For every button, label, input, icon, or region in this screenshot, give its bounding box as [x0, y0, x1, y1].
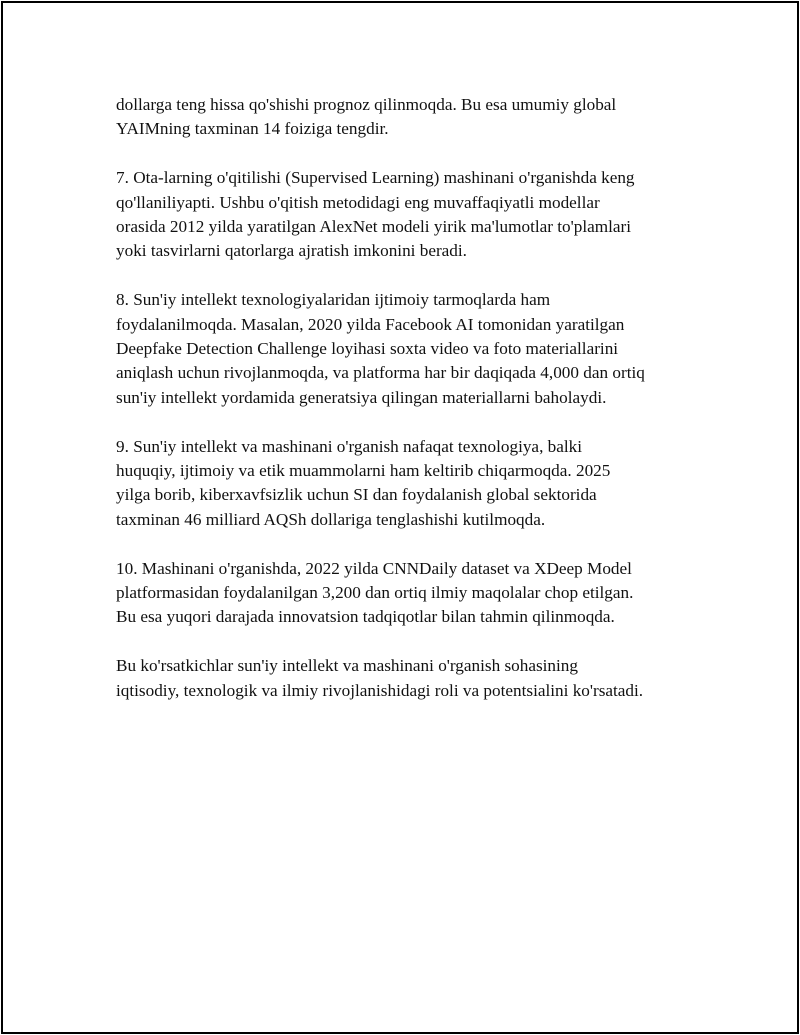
paragraph-8: 8. Sun'iy intellekt texnologiyalaridan ijtimoiy tarmoqlarda ham foydalanilmoqda. Masalan, 2020 yilda Facebook AI tomonidan yaratilgan Deepfake Detection Challenge loyihasi soxta video va foto materiallarini aniqlash uchun rivojlanmoqda, va platforma har bir daqiqada 4,000 dan ortiq sun'iy intellekt yordamida generatsiya qilingan materiallarni baholaydi.	[116, 290, 645, 407]
paragraph-10: 10. Mashinani o'rganishda, 2022 yilda CNNDaily dataset va XDeep Model platformasidan foydalanilgan 3,200 dan ortiq ilmiy maqolalar chop etilgan. Bu esa yuqori darajada innovatsion tadqiqotlar bilan tahmin qilinmoqda.	[116, 558, 634, 627]
document-body	[116, 93, 706, 727]
paragraph-continuation: dollarga teng hissa qo'shishi prognoz qilinmoqda. Bu esa umumiy global YAIMning taxminan 14 foiziga tengdir.	[116, 95, 617, 139]
paragraph-conclusion: Bu ko'rsatkichlar sun'iy intellekt va mashinani o'rganish sohasining iqtisodiy, texnologik va ilmiy rivojlanishidagi roli va potentsialini ko'rsatadi.	[116, 656, 644, 700]
paragraph-7: 7. Ota-larning o'qitilishi (Supervised Learning) mashinani o'rganishda keng qo'llaniliyapti. Ushbu o'qitish metodidagi eng muvaffaqiyatli modellar orasida 2012 yilda yaratilgan AlexNet modeli yirik ma'lumotlar to'plamlari yoki tasvirlarni qatorlarga ajratish imkonini beradi.	[116, 168, 635, 261]
paragraph-9: 9. Sun'iy intellekt va mashinani o'rganish nafaqat texnologiya, balki huquqiy, ijtimoiy va etik muammolarni ham keltirib chiqarmoqda. 2025 yilga borib, kiberxavfsizlik uchun SI dan foydalanish global sektorida taxminan 46 milliard AQSh dollariga tenglashishi kutilmoqda.	[116, 436, 611, 529]
